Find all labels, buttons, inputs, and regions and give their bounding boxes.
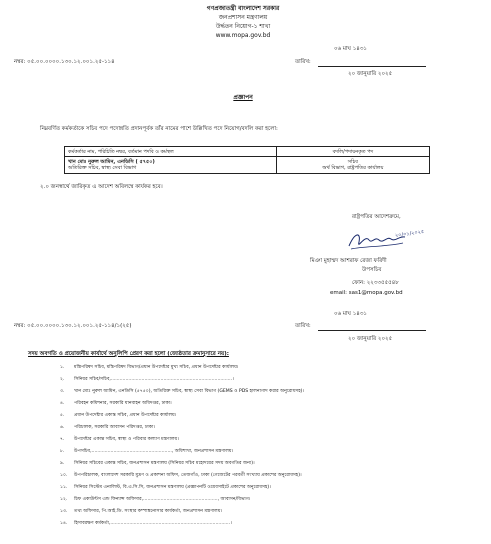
officer-name: খান মোঃ নুরুল আমিন, এনডিসি ( ৫৭৫০) <box>68 158 155 165</box>
item-number: ৯. <box>60 461 65 466</box>
list-item <box>60 390 304 395</box>
paragraph-2: ২.০ জনস্বার্থে জারিকৃত এ আদেশ অবিলম্বে কার্যকর হবে। <box>40 184 163 190</box>
list-item <box>60 522 232 527</box>
list-item <box>60 474 302 479</box>
document-title: প্রজ্ঞাপন <box>233 94 253 101</box>
assignment-table <box>64 146 430 174</box>
item-text: পরিচালক, সরকারি আবাসন পরিদপ্তর, ঢাকা। <box>74 425 155 430</box>
website[interactable]: www.mopa.gov.bd <box>215 32 271 39</box>
table-row <box>65 157 430 174</box>
item-number: ১২. <box>60 497 68 502</box>
item-number: ৭. <box>60 437 65 442</box>
memo1-date-en: ২০ জানুয়ারি ২০২৫ <box>348 71 393 77</box>
item-number: ১. <box>60 365 65 370</box>
section-name: উর্দ্ধতন নিয়োগ-১ শাখা <box>215 23 271 30</box>
intro-paragraph: নিম্নবর্ণিত কর্মকর্তাকে সচিব পদে পদোন্নতি প্রদানপূর্বক তাঁর নামের পাশে উল্লিখিত পদে নিয়োগ/বদলি করা হলো: <box>40 126 278 132</box>
col-header-new-post: বদলি/পদায়নকৃত পদ <box>276 147 429 157</box>
item-text: প্রধান উপদেষ্টার একান্ত সচিব, প্রধান উপদেষ্টার কার্যালয়। <box>74 413 177 418</box>
item-text: হিসাবরক্ষণ কর্মকর্তা,..................................................................................। <box>74 521 232 526</box>
list-item <box>60 378 234 383</box>
item-text: চিফ একাউন্টস এন্ড ফিন্যান্স অফিসার,..................................................., আবাসন/বিভাগ। <box>74 497 251 502</box>
list-item <box>60 438 179 443</box>
item-number: ৩. <box>60 389 65 394</box>
item-text: তথ্য অফিসার, পি.আই.ডি. সংস্থার কম্পাঙ্কনোসার কার্যকর্তা, জনপ্রশাসন মন্ত্রণালয়। <box>74 509 223 514</box>
gov-title: গণপ্রজাতন্ত্রী বাংলাদেশ সরকার <box>206 5 280 12</box>
list-item <box>60 426 155 431</box>
item-number: ৬. <box>60 425 65 430</box>
memo1-date-bn: ০৬ মাঘ ১৪৩১ <box>334 46 367 52</box>
memo2-date-bn: ০৬ মাঘ ১৪৩১ <box>334 311 367 317</box>
signatory-name: মিঞা মুহাম্মদ আশরাফ রেজা ফরিদী <box>310 258 387 264</box>
item-text: উপসচিব,......................................................., অধিশাখা, জনপ্রশাসন মন্ত্রণালয়। <box>74 449 234 454</box>
list-item <box>60 414 176 419</box>
order-line: রাষ্ট্রপতির আদেশক্রমে, <box>352 214 401 220</box>
list-item <box>60 462 255 467</box>
memo1-number: নম্বর: ০৫.০০.০০০০.১৩০.১২.০০১.২৫-১১৪ <box>14 59 115 65</box>
item-number: ১১. <box>60 485 68 490</box>
memo2-number: নম্বর: ০৫.০০.০০০০.১৩০.১২.০০১.২৫-১১৪/১(২৫) <box>14 323 132 329</box>
item-text: খান মোঃ নুরুল আমিন, এনডিসি (৫৭৫০), অতিরিক্ত সচিব, স্বাস্থ্য সেবা বিভাগ (GEMS ও PDS হালনাগাদ করার অনুরোধসহ)। <box>74 389 305 394</box>
table-header-row <box>65 147 430 157</box>
item-text: পরিবহন কমিশনার, সরকারি যানবাহন অধিদপ্তর, ঢাকা। <box>74 401 172 406</box>
item-number: ২. <box>60 377 65 382</box>
item-text: সিনিয়র সচিব/সচিব,...................................................................................। <box>74 377 234 382</box>
list-item <box>60 510 222 515</box>
memo2-date-en: ২০ জানুয়ারি ২০২৫ <box>348 336 393 342</box>
ministry-name: জনপ্রশাসন মন্ত্রণালয় <box>218 14 268 21</box>
list-item <box>60 486 271 491</box>
signature-date: ২০/০১/২০২৫ <box>394 228 425 240</box>
item-text: সিনিয়র সচিবের একান্ত সচিব, জনপ্রশাসন মন্ত্রণালয় (সিনিয়র সচিব মহোদয়ের সদয় অবগতির জন্য)। <box>74 461 255 466</box>
item-number: ১০. <box>60 473 68 478</box>
item-text: উপপরিচালক, বাংলাদেশ সরকারি মুদ্রণ ও প্রকাশনা অফিস, তেজগাঁও, ঢাকা (গেজেটের পরবর্তী সংখ্যায় প্রকাশের অনুরোধসহ)। <box>74 473 302 478</box>
memo1-date-line <box>318 66 426 67</box>
item-text: মন্ত্রিপরিষদ সচিব, মন্ত্রিপরিষদ বিভাগ/প্রধান উপদেষ্টার মুখ্য সচিব, প্রধান উপদেষ্টার কার্যালয়। <box>74 365 239 370</box>
new-post-title: সচিব <box>347 158 358 165</box>
signatory-phone: ফোন: ২২৩৩৫৫৫৪৮ <box>352 280 399 286</box>
distribution-heading: সদয় অবগতি ও প্রয়োজনীয় কার্যার্থে অনুলিপি প্রেরণ করা হলো (জ্যেষ্ঠতার ক্রমানুসারে নয়): <box>28 351 229 357</box>
item-text: সিনিয়র সিস্টেম এনালিস্ট, বি.এ.সি.সি, জনপ্রশাসন মন্ত্রণালয় (প্রজ্ঞাপনটি ওয়েবসাইটে প্রকাশের অনুরোধসহ)। <box>74 485 271 490</box>
list-item <box>60 498 250 503</box>
list-item <box>60 402 172 407</box>
memo1-date-label: তারিখ: <box>295 59 311 65</box>
signatory-email[interactable]: email: sas1@mopa.gov.bd <box>330 290 403 296</box>
item-number: ৫. <box>60 413 65 418</box>
signatory-designation: উপসচিব <box>362 267 382 273</box>
item-number: ১৪. <box>60 521 68 526</box>
cell-new-post <box>276 157 429 174</box>
cell-officer <box>65 157 277 174</box>
memo2-date-label: তারিখ: <box>295 323 311 329</box>
item-number: ১৩. <box>60 509 68 514</box>
memo2-date-line <box>318 330 426 331</box>
col-header-officer: কর্মকর্তার নাম, পরিচিতি নম্বর, বর্তমান পদবি ও কর্মস্থল <box>65 147 277 157</box>
item-number: ৪. <box>60 401 65 406</box>
item-number: ৮. <box>60 449 65 454</box>
new-post-office: অর্থ বিভাগ, রাষ্ট্রপতির কার্যালয় <box>322 165 384 171</box>
list-item <box>60 450 233 455</box>
list-item <box>60 366 238 371</box>
officer-current-post: অতিরিক্ত সচিব, স্বাস্থ্য সেবা বিভাগ <box>68 165 137 171</box>
item-text: উপদেষ্টার একান্ত সচিব, স্বাস্থ্য ও পরিবার কল্যাণ মন্ত্রণালয়। <box>74 437 179 442</box>
